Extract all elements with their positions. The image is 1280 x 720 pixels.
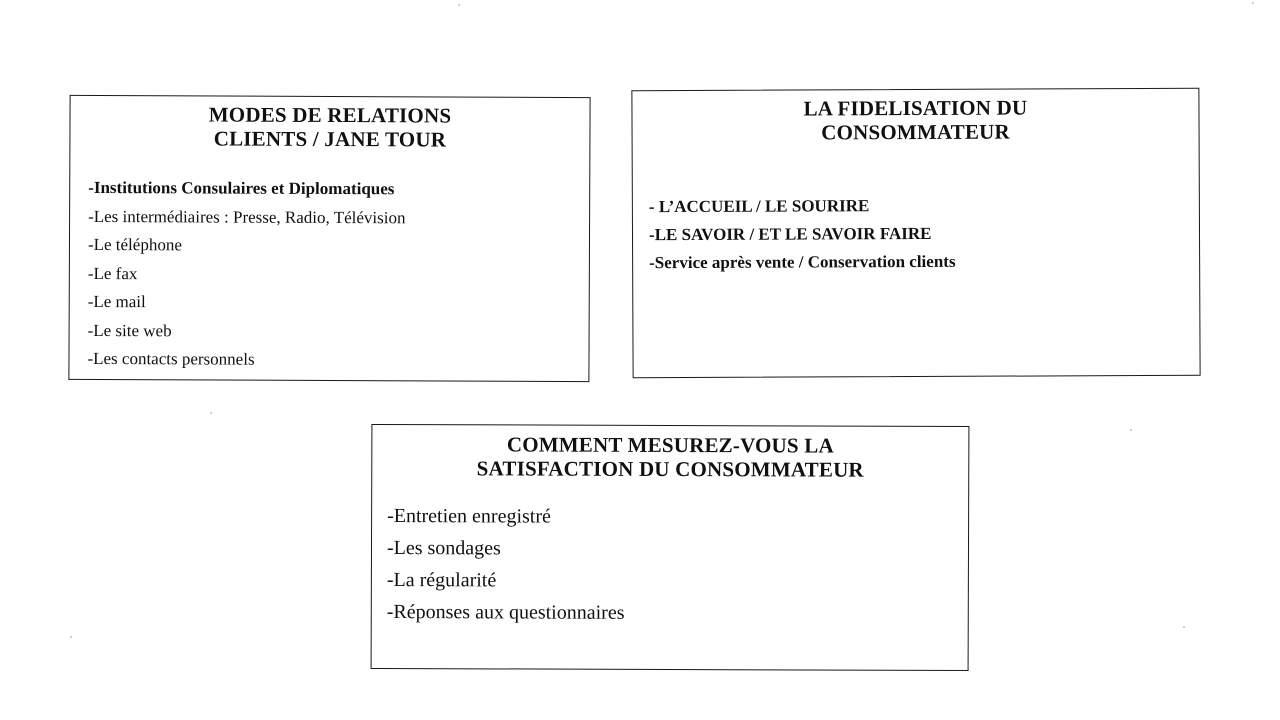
satisfaction-title [372,432,968,482]
satisfaction-box [371,424,970,671]
list-item: -LE SAVOIR / ET LE SAVOIR FAIRE [648,223,932,245]
scan-speck [458,4,460,6]
list-item: -Le site web [87,320,172,340]
list-item: -Service après vente / Conservation clients [649,251,956,273]
list-item: -Réponses aux questionnaires [386,601,625,624]
list-item: -La régularité [386,569,497,592]
fidelisation-title-line-2: CONSOMMATEUR [821,119,1010,145]
fidelisation-title [632,95,1198,145]
relations-box [68,95,590,382]
list-item: -Institutions Consulaires et Diplomatiques [88,177,395,199]
scan-speck [1130,429,1132,431]
satisfaction-title-line-1: COMMENT MESUREZ-VOUS LA [506,432,834,458]
satisfaction-title-line-2: SATISFACTION DU CONSOMMATEUR [476,456,864,482]
relations-list [69,174,589,376]
relations-title [70,102,589,152]
relations-title-line-2: CLIENTS / JANE TOUR [213,126,447,152]
list-item: -Entretien enregistré [387,505,551,528]
satisfaction-list [372,500,968,630]
list-item: -Les contacts personnels [87,348,255,369]
list-item: -Le fax [87,263,138,283]
list-item: -Les sondages [386,537,501,560]
list-item: -Le mail [87,291,146,312]
list-item: - L’ACCUEIL / LE SOURIRE [648,196,870,217]
relations-title-line-1: MODES DE RELATIONS [208,102,452,128]
scan-speck [210,412,212,414]
fidelisation-list [633,191,1199,277]
list-item: -Le téléphone [87,234,182,255]
fidelisation-title-line-1: LA FIDELISATION DU [803,95,1028,121]
fidelisation-box [631,88,1200,378]
scan-speck [70,636,72,638]
list-item: -Les intermédiaires : Presse, Radio, Télévision [88,206,406,227]
scan-speck [1252,2,1254,4]
scan-speck [1183,626,1185,628]
